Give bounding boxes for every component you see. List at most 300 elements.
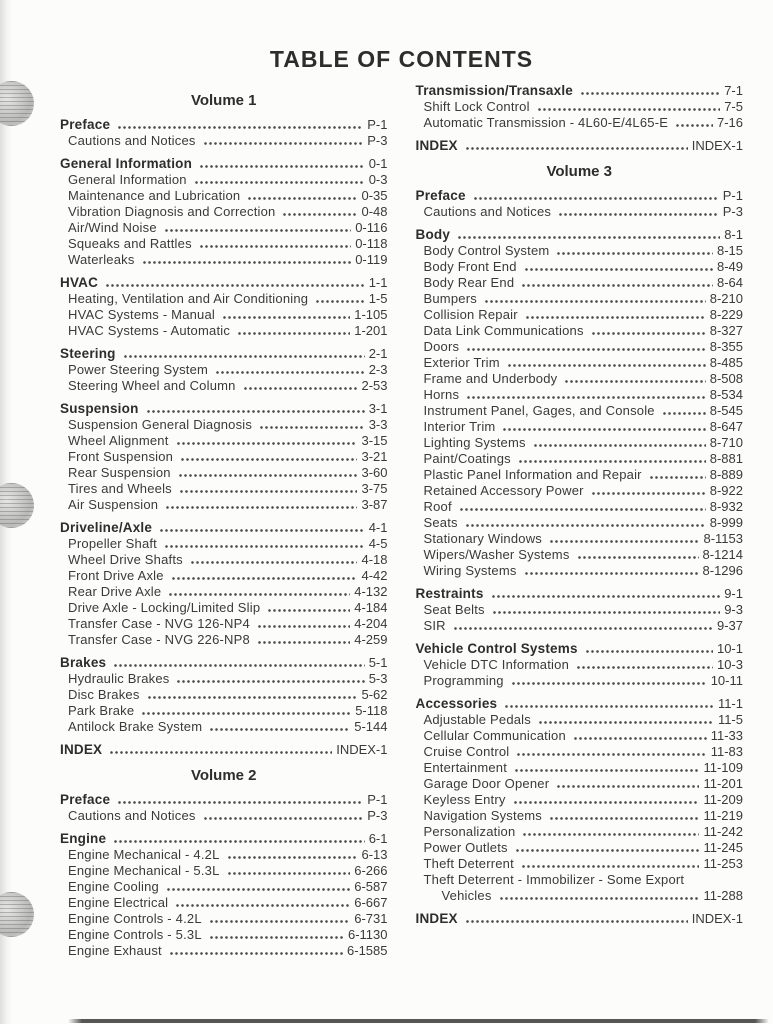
toc-entry-label: Rear Suspension	[68, 465, 171, 480]
dot-leader	[513, 800, 700, 805]
toc-page-number: 8-932	[709, 499, 743, 514]
toc-page-number: 8-508	[709, 371, 743, 386]
toc-section-entry	[60, 742, 388, 758]
toc-section	[60, 520, 388, 648]
toc-page-number: 0-3	[368, 172, 388, 187]
toc-page-number: 11-242	[703, 824, 743, 839]
dot-leader	[194, 180, 365, 185]
toc-section	[416, 83, 744, 131]
toc-entry-label: Maintenance and Lubrication	[68, 188, 241, 203]
toc-page-number: 4-42	[361, 568, 388, 583]
toc-entry-label: Heating, Ventilation and Air Conditioning	[68, 291, 309, 306]
dot-leader	[459, 507, 706, 512]
toc-sub-entry	[416, 483, 744, 499]
toc-page-number: 8-999	[709, 515, 743, 530]
dot-leader	[222, 315, 350, 320]
toc-sub-entry	[416, 291, 744, 307]
toc-entry-label: Programming	[423, 673, 504, 688]
toc-page-number: INDEX-1	[336, 742, 388, 757]
toc-sub-entry	[60, 220, 388, 236]
toc-sub-entry	[416, 856, 744, 872]
toc-page-number: 9-37	[716, 618, 743, 633]
toc-entry-label: Collision Repair	[423, 307, 518, 322]
toc-entry-label: Engine Controls - 4.2L	[68, 911, 202, 926]
toc-page-number: 3-75	[361, 481, 388, 496]
toc-sub-entry	[60, 323, 388, 339]
toc-sub-entry	[60, 600, 388, 616]
toc-section-entry	[60, 275, 388, 291]
toc-entry-label: Instrument Panel, Gages, and Console	[423, 403, 655, 418]
toc-entry-label: Brakes	[60, 655, 107, 670]
toc-sub-entry	[60, 911, 388, 927]
dot-leader	[538, 720, 714, 725]
toc-entry-label: Air/Wind Noise	[68, 220, 157, 235]
toc-page-number: 8-49	[716, 259, 743, 274]
dot-leader	[558, 212, 719, 217]
dot-leader	[282, 212, 357, 217]
toc-sub-entry	[60, 632, 388, 648]
dot-leader	[259, 425, 365, 430]
toc-page-number: 2-53	[361, 378, 388, 393]
toc-sub-entry	[416, 657, 744, 673]
toc-sub-entry	[60, 687, 388, 703]
toc-sub-entry	[60, 465, 388, 481]
toc-entry-label: Stationary Windows	[423, 531, 542, 546]
toc-page-number: 8-710	[709, 435, 743, 450]
toc-sub-entry	[60, 879, 388, 895]
toc-entry-label: Front Suspension	[68, 449, 174, 464]
toc-entry-label: Entertainment	[423, 760, 508, 775]
toc-sub-entry	[416, 371, 744, 387]
toc-entry-label: Tires and Wheels	[68, 481, 172, 496]
toc-sub-entry	[416, 451, 744, 467]
toc-sub-entry	[416, 824, 744, 840]
toc-sub-entry	[416, 99, 744, 115]
toc-entry-label: Personalization	[423, 824, 516, 839]
toc-section	[60, 742, 388, 758]
toc-entry-label: HVAC Systems - Automatic	[68, 323, 231, 338]
toc-entry-label: Automatic Transmission - 4L60-E/4L65-E	[423, 115, 669, 130]
toc-sub-entry	[416, 602, 744, 618]
volume-heading: Volume 1	[190, 92, 257, 109]
dot-leader	[466, 347, 706, 352]
toc-page-number: P-3	[367, 133, 388, 148]
toc-entry-label: Engine Mechanical - 4.2L	[68, 847, 220, 862]
toc-sub-entry	[60, 291, 388, 307]
toc-entry-label: Plastic Panel Information and Repair	[423, 467, 642, 482]
toc-entry-label: Disc Brakes	[68, 687, 140, 702]
dot-leader	[180, 457, 357, 462]
toc-page-number: INDEX-1	[691, 138, 743, 153]
toc-entry-label: Interior Trim	[423, 419, 496, 434]
toc-column-left	[60, 83, 388, 966]
dot-leader	[169, 951, 343, 956]
toc-entry-label: INDEX	[60, 742, 103, 757]
toc-sub-entry	[416, 808, 744, 824]
dot-leader	[515, 848, 700, 853]
toc-entry-label: Transfer Case - NVG 226-NP8	[68, 632, 250, 647]
toc-sub-entry	[416, 728, 744, 744]
toc-page-number: 11-219	[703, 808, 743, 823]
toc-page-number: 6-266	[354, 863, 388, 878]
toc-page-number: 6-667	[354, 895, 388, 910]
toc-entry-label: Data Link Communications	[423, 323, 584, 338]
toc-entry-label: Navigation Systems	[423, 808, 542, 823]
dot-leader	[518, 459, 706, 464]
toc-section	[60, 275, 388, 339]
dot-leader	[257, 640, 350, 645]
toc-sub-entry	[60, 378, 388, 394]
dot-leader	[171, 576, 358, 581]
toc-entry-label: Drive Axle - Locking/Limited Slip	[68, 600, 261, 615]
toc-page-number: 11-201	[703, 776, 743, 791]
toc-sub-entry	[60, 417, 388, 433]
toc-page-number: 0-1	[368, 156, 388, 171]
toc-sub-entry	[416, 531, 744, 547]
toc-sub-entry	[60, 808, 388, 824]
toc-page-number: 8-1214	[702, 547, 743, 562]
toc-entry-label: Engine Mechanical - 5.3L	[68, 863, 220, 878]
toc-entry-label: Vehicles	[441, 888, 492, 903]
toc-page-number: 8-922	[709, 483, 743, 498]
toc-page-number: 8-485	[709, 355, 743, 370]
toc-entry-label: Bumpers	[423, 291, 477, 306]
dot-leader	[537, 107, 720, 112]
toc-entry-label: Exterior Trim	[423, 355, 500, 370]
toc-entry-label: Engine Exhaust	[68, 943, 162, 958]
toc-page-number: 11-83	[710, 744, 743, 759]
dot-leader	[504, 704, 714, 709]
toc-sub-entry	[416, 259, 744, 275]
toc-page-number: 8-210	[709, 291, 743, 306]
volume-heading: Volume 2	[190, 767, 257, 784]
toc-entry-label: Body Control System	[423, 243, 550, 258]
toc-sub-entry	[60, 719, 388, 735]
dot-leader	[176, 441, 358, 446]
dot-leader	[117, 800, 363, 805]
toc-sub-entry	[60, 497, 388, 513]
dot-leader	[675, 123, 713, 128]
toc-page-number: P-1	[367, 792, 388, 807]
toc-page-number: 0-35	[361, 188, 388, 203]
toc-entry-label: SIR	[423, 618, 446, 633]
toc-sub-entry	[416, 339, 744, 355]
toc-section	[60, 117, 388, 149]
toc-entry-label: Transfer Case - NVG 126-NP4	[68, 616, 250, 631]
toc-entry-label: Steering	[60, 346, 116, 361]
dot-leader	[164, 544, 365, 549]
toc-entry-label: HVAC Systems - Manual	[68, 307, 215, 322]
toc-entry-label: Preface	[60, 792, 111, 807]
dot-leader	[315, 299, 365, 304]
dot-leader	[123, 354, 365, 359]
toc-section-entry	[416, 138, 744, 154]
dot-leader	[247, 196, 357, 201]
toc-sub-entry	[60, 895, 388, 911]
toc-sub-entry	[60, 362, 388, 378]
toc-page-number: 7-5	[724, 99, 743, 114]
dot-leader	[267, 608, 350, 613]
dot-leader	[178, 473, 358, 478]
toc-section-entry	[60, 831, 388, 847]
toc-page-number: 3-15	[361, 433, 388, 448]
dot-leader	[105, 283, 365, 288]
dot-leader	[227, 871, 351, 876]
toc-entry-label: Power Steering System	[68, 362, 209, 377]
toc-page-number: P-3	[367, 808, 388, 823]
page-title: TABLE OF CONTENTS	[269, 46, 534, 72]
toc-page-number: 11-109	[703, 760, 743, 775]
toc-page-number: 5-118	[355, 703, 388, 718]
toc-section-entry	[60, 655, 388, 671]
toc-page-number: 8-229	[709, 307, 743, 322]
toc-sub-entry	[416, 243, 744, 259]
toc-sub-entry	[416, 760, 744, 776]
toc-sub-entry	[416, 515, 744, 531]
toc-entry-label: Body Rear End	[423, 275, 515, 290]
toc-sub-entry	[416, 547, 744, 563]
toc-page-number: 1-5	[368, 291, 388, 306]
dot-leader	[179, 489, 358, 494]
toc-entry-label: Shift Lock Control	[423, 99, 530, 114]
toc-page-number: 11-253	[703, 856, 743, 871]
toc-sub-entry	[60, 671, 388, 687]
toc-page-number: 11-33	[710, 728, 743, 743]
toc-entry-label: Propeller Shaft	[68, 536, 157, 551]
toc-sub-entry	[416, 888, 744, 904]
toc-entry-label: Cautions and Notices	[423, 204, 552, 219]
toc-section	[416, 188, 744, 220]
toc-page-number: 5-144	[354, 719, 388, 734]
toc-sub-entry	[60, 943, 388, 959]
toc-entry-label: General Information	[60, 156, 193, 171]
toc-page-number: 6-587	[354, 879, 388, 894]
toc-page-number: 11-245	[703, 840, 743, 855]
toc-section-entry	[60, 401, 388, 417]
toc-entry-label: Cautions and Notices	[68, 808, 196, 823]
toc-page-number: 8-1153	[703, 531, 743, 546]
toc-page-number: 10-3	[716, 657, 743, 672]
toc-sub-entry	[416, 115, 744, 131]
toc-page-number: 8-534	[709, 387, 743, 402]
toc-sub-entry	[416, 872, 744, 888]
toc-page-number: 8-15	[716, 243, 743, 258]
toc-entry-label: Suspension	[60, 401, 139, 416]
toc-sub-entry	[60, 188, 388, 204]
toc-entry-label: Body Front End	[423, 259, 517, 274]
toc-entry-label: General Information	[68, 172, 187, 187]
dot-leader	[576, 665, 713, 670]
toc-entry-label: Engine Electrical	[68, 895, 169, 910]
toc-entry-label: Theft Deterrent	[423, 856, 514, 871]
toc-page-number: 4-259	[354, 632, 388, 647]
toc-entry-label: INDEX	[415, 911, 458, 926]
toc-page-number: 8-327	[709, 323, 743, 338]
dot-leader	[502, 427, 705, 432]
dot-leader	[203, 816, 364, 821]
toc-entry-label: Engine Cooling	[68, 879, 159, 894]
toc-entry-label: Antilock Brake System	[68, 719, 203, 734]
dot-leader	[117, 125, 363, 130]
dot-leader	[492, 610, 720, 615]
toc-section	[60, 401, 388, 513]
dot-leader	[556, 784, 699, 789]
dot-leader	[141, 711, 351, 716]
dot-leader	[585, 649, 713, 654]
toc-sub-entry	[60, 568, 388, 584]
toc-page-number: P-1	[367, 117, 388, 132]
toc-entry-label: HVAC	[60, 275, 99, 290]
toc-section-entry	[416, 911, 744, 927]
toc-sub-entry	[416, 792, 744, 808]
dot-leader	[491, 594, 721, 599]
dot-leader	[147, 695, 358, 700]
dot-leader	[524, 571, 699, 576]
dot-leader	[165, 505, 357, 510]
toc-entry-label: INDEX	[415, 138, 458, 153]
toc-section	[60, 831, 388, 959]
toc-sub-entry	[60, 204, 388, 220]
toc-sub-entry	[60, 133, 388, 149]
toc-sub-entry	[416, 419, 744, 435]
toc-entry-label: Frame and Underbody	[423, 371, 558, 386]
toc-entry-label: Driveline/Axle	[60, 520, 153, 535]
toc-sub-entry	[60, 863, 388, 879]
toc-page-number: 2-3	[368, 362, 388, 377]
dot-leader	[209, 919, 350, 924]
toc-page-number: 11-1	[717, 696, 743, 711]
toc-sub-entry	[416, 712, 744, 728]
toc-entry-label: Accessories	[415, 696, 498, 711]
dot-leader	[453, 626, 713, 631]
toc-sub-entry	[416, 840, 744, 856]
toc-page-number: 8-1296	[702, 563, 743, 578]
dot-leader	[591, 491, 706, 496]
toc-entry-label: Wheel Alignment	[68, 433, 169, 448]
toc-entry-label: Adjustable Pedals	[423, 712, 531, 727]
dot-leader	[146, 409, 365, 414]
toc-sub-entry	[416, 403, 744, 419]
toc-page-number: 5-62	[361, 687, 388, 702]
toc-page-number: 2-1	[368, 346, 388, 361]
toc-sub-entry	[416, 673, 744, 689]
dot-leader	[580, 91, 720, 96]
toc-page-number: 8-545	[709, 403, 743, 418]
toc-page-number: 4-132	[354, 584, 388, 599]
dot-leader	[175, 903, 350, 908]
toc-section	[416, 911, 744, 927]
scan-bottom-edge	[68, 1019, 769, 1023]
toc-entry-label: Keyless Entry	[423, 792, 506, 807]
toc-page-number: 6-1130	[347, 927, 388, 942]
toc-sub-entry	[60, 307, 388, 323]
toc-page-number: 8-64	[716, 275, 743, 290]
toc-page-number: 1-1	[368, 275, 388, 290]
toc-page-number: 8-881	[709, 451, 743, 466]
dot-leader	[649, 475, 706, 480]
toc-entry-label: Restraints	[415, 586, 484, 601]
toc-entry-label: Suspension General Diagnosis	[68, 417, 253, 432]
dot-leader	[484, 299, 706, 304]
toc-page-number: 7-16	[716, 115, 743, 130]
dot-leader	[203, 141, 364, 146]
dot-leader	[516, 752, 706, 757]
toc-sub-entry	[416, 307, 744, 323]
dot-leader	[549, 816, 700, 821]
dot-leader	[113, 663, 364, 668]
dot-leader	[573, 736, 707, 741]
toc-page-number: 10-11	[710, 673, 743, 688]
toc-page-number: 3-21	[361, 449, 388, 464]
toc-entry-label: Wiring Systems	[423, 563, 517, 578]
toc-page-number: 6-1	[368, 831, 388, 846]
toc-section	[416, 641, 744, 689]
toc-sub-entry	[60, 616, 388, 632]
toc-sub-entry	[60, 536, 388, 552]
toc-page-number: 1-105	[354, 307, 388, 322]
toc-sub-entry	[60, 703, 388, 719]
toc-entry-label: Preface	[60, 117, 111, 132]
toc-entry-label: Rear Drive Axle	[68, 584, 162, 599]
toc-page-number: 11-209	[703, 792, 743, 807]
dot-leader	[465, 523, 706, 528]
toc-page-number: 4-1	[368, 520, 388, 535]
toc-entry-label: Seats	[423, 515, 458, 530]
toc-page-number: P-1	[722, 188, 743, 203]
toc-entry-label: Retained Accessory Power	[423, 483, 584, 498]
toc-page-number: 0-116	[355, 220, 388, 235]
toc-section	[416, 227, 744, 579]
toc-entry-label: Vibration Diagnosis and Correction	[68, 204, 276, 219]
toc-entry-label: Lighting Systems	[423, 435, 526, 450]
dot-leader	[209, 727, 350, 732]
toc-sub-entry	[416, 355, 744, 371]
toc-page-number: 8-889	[709, 467, 743, 482]
toc-page-number: 4-184	[354, 600, 388, 615]
toc-page-number: 6-1585	[347, 943, 388, 958]
dot-leader	[522, 832, 699, 837]
toc-sub-entry	[60, 927, 388, 943]
dot-leader	[473, 196, 719, 201]
toc-column-right	[416, 83, 744, 934]
toc-section-entry	[60, 346, 388, 362]
toc-page-number: 9-3	[724, 602, 743, 617]
dot-leader	[164, 228, 351, 233]
toc-sub-entry	[60, 433, 388, 449]
toc-sub-entry	[416, 499, 744, 515]
dot-leader	[525, 315, 706, 320]
dot-leader	[466, 395, 706, 400]
toc-page-number: 3-87	[361, 497, 388, 512]
toc-entry-label: Transmission/Transaxle	[415, 83, 573, 98]
toc-page-number: 9-1	[724, 586, 743, 601]
toc-entry-label: Seat Belts	[423, 602, 485, 617]
toc-sub-entry	[416, 435, 744, 451]
toc-entry-label: Cellular Communication	[423, 728, 566, 743]
dot-leader	[142, 260, 352, 265]
toc-entry-label: Waterleaks	[68, 252, 135, 267]
toc-entry-label: Wheel Drive Shafts	[68, 552, 183, 567]
toc-section-entry	[416, 83, 744, 99]
toc-entry-label: Steering Wheel and Column	[68, 378, 236, 393]
toc-page-number: 3-3	[368, 417, 388, 432]
toc-sub-entry	[60, 584, 388, 600]
toc-sub-entry	[60, 172, 388, 188]
dot-leader	[227, 855, 358, 860]
toc-page-number: 0-48	[361, 204, 388, 219]
dot-leader	[199, 244, 351, 249]
toc-sub-entry	[416, 275, 744, 291]
